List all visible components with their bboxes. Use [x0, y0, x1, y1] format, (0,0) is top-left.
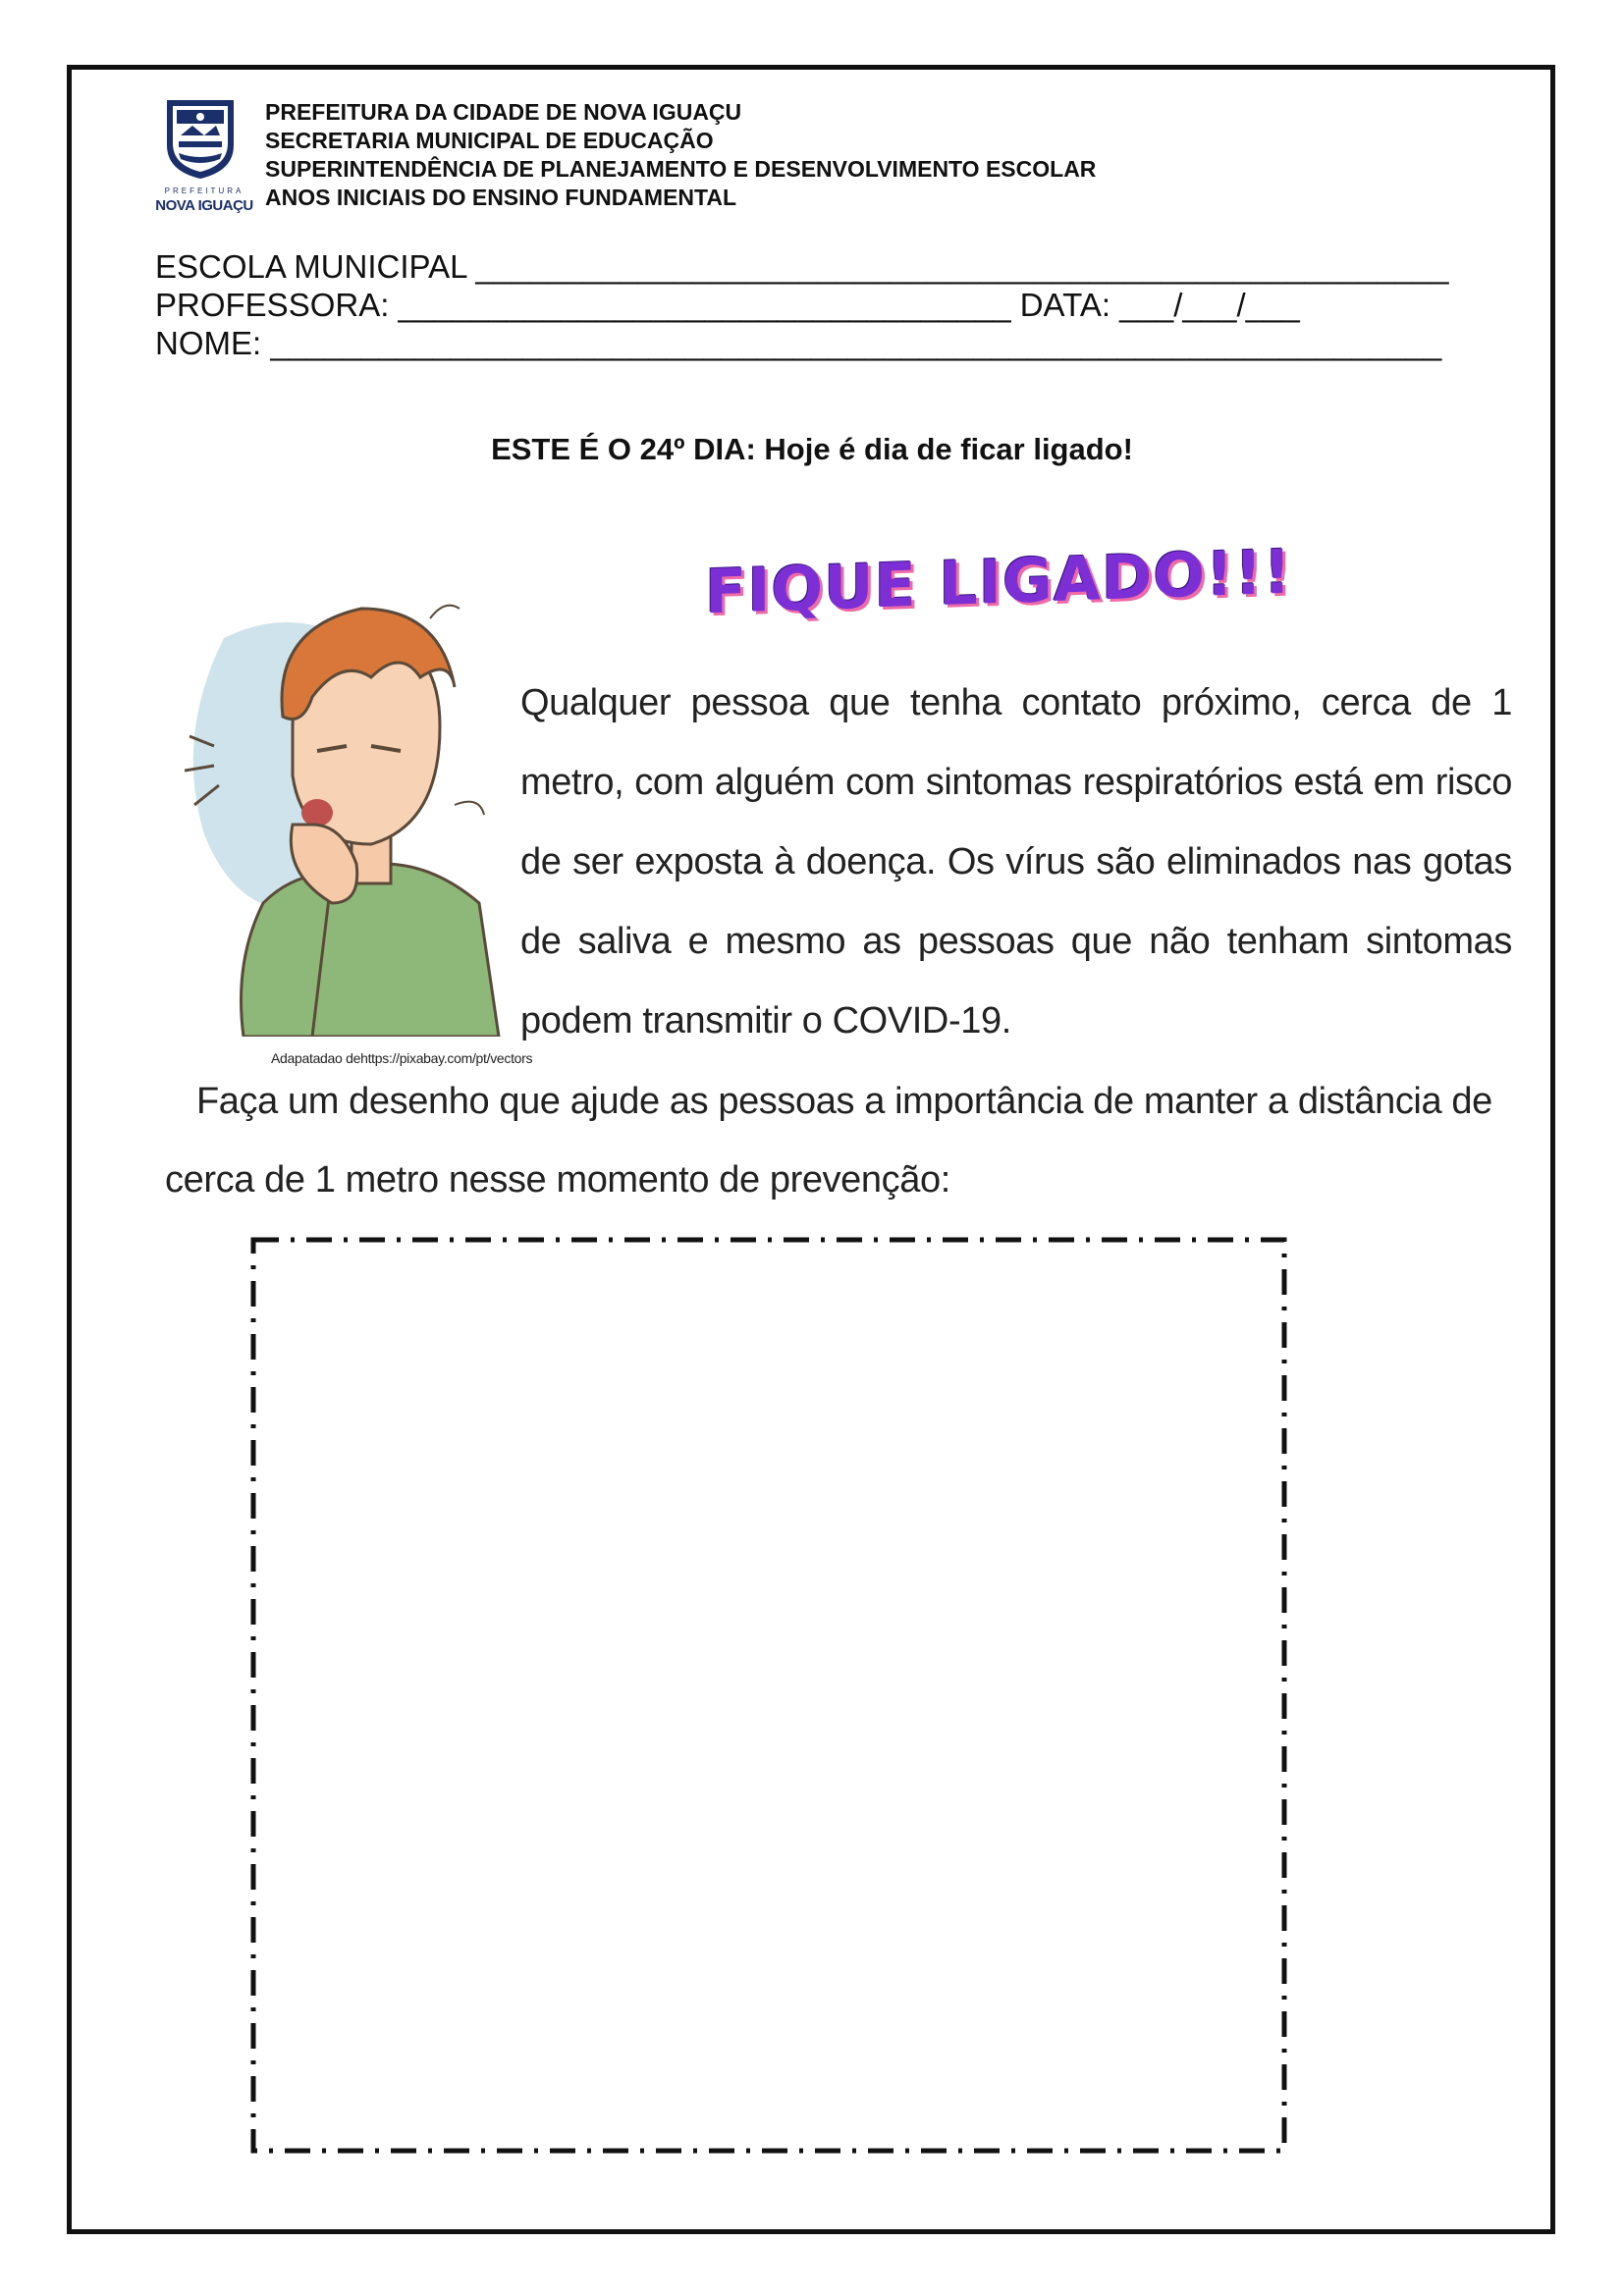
drawing-instruction: Faça um desenho que ajude as pessoas a importância de manter a distância de cerca de 1 metro nesse momento de prevenção: [165, 1081, 1492, 1201]
info-paragraph: Qualquer pessoa que tenha contato próximo, cerca de 1 metro, com alguém com sintomas respiratórios está em risco de ser exposta à doença. Os vírus são eliminados nas gotas de saliva e mesmo as pessoas que não tenham sintomas podem transmitir o COVID-19. [520, 682, 1512, 1041]
image-credit[interactable]: Adapatadao dehttps://pixabay.com/pt/vectors [271, 1050, 533, 1066]
student-info-form [155, 247, 1449, 362]
logo-caption-top: PREFEITURA [164, 187, 244, 195]
header-line-2: SECRETARIA MUNICIPAL DE EDUCAÇÃO [265, 128, 714, 153]
coughing-boy-illustration [185, 579, 509, 1037]
name-field[interactable]: NOME: _________________________________________________________________ [155, 325, 1442, 361]
header-line-1: PREFEITURA DA CIDADE DE NOVA IGUAÇU [265, 99, 742, 125]
drawing-area[interactable] [250, 1237, 1287, 2154]
logo-caption: NOVA IGUAÇU [155, 197, 253, 214]
day-title: ESTE É O 24º DIA: Hoje é dia de ficar ligado! [491, 432, 1133, 466]
header-line-3: SUPERINTENDÊNCIA DE PLANEJAMENTO E DESENVOLVIMENTO ESCOLAR [265, 156, 1097, 182]
school-field[interactable]: ESCOLA MUNICIPAL ______________________________________________________ [155, 248, 1449, 285]
teacher-date-field[interactable]: PROFESSORA: __________________________________ DATA: ___/___/___ [155, 287, 1300, 323]
header-line-4: ANOS INICIAIS DO ENSINO FUNDAMENTAL [265, 185, 737, 210]
institution-header [265, 98, 1096, 212]
fique-ligado-title: FIQUE LIGADO!!! [705, 535, 1292, 628]
prefeitura-logo [153, 96, 255, 214]
city-crest-icon [163, 96, 238, 181]
